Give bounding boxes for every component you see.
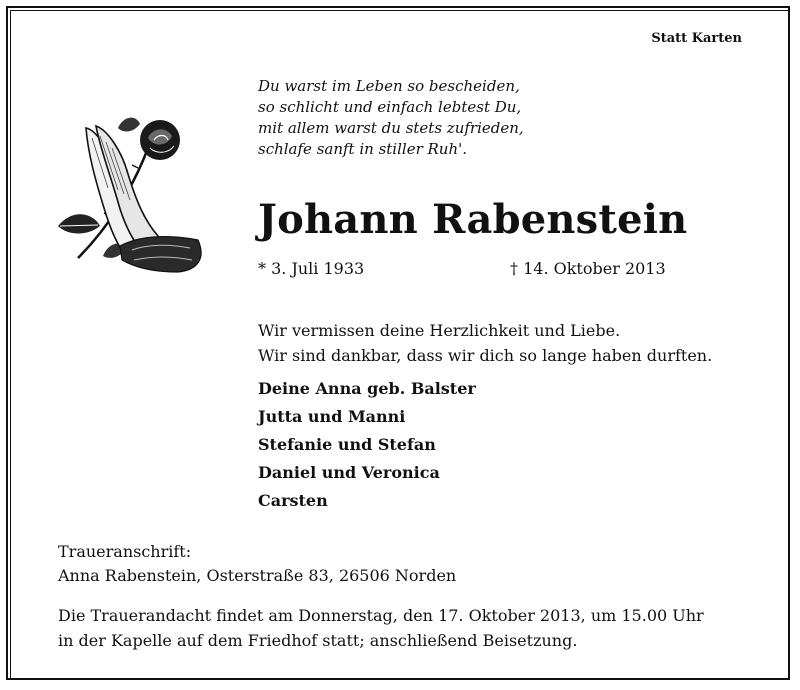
family-member: Deine Anna geb. Balster (258, 379, 476, 398)
address-label: Traueranschrift: (58, 542, 192, 561)
poem-line: mit allem warst du stets zufrieden, (258, 119, 524, 137)
family-member: Daniel und Veronica (258, 463, 440, 482)
message-line: Wir vermissen deine Herzlichkeit und Liebe. (258, 321, 621, 340)
family-list (258, 375, 476, 515)
family-member: Carsten (258, 491, 328, 510)
mourning-address (58, 540, 456, 588)
praying-hands-with-rose-icon (48, 108, 213, 273)
death-date: † 14. Oktober 2013 (510, 259, 666, 278)
poem-line: Du warst im Leben so bescheiden, (258, 77, 520, 95)
ceremony-line: Die Trauerandacht findet am Donnerstag, den 17. Oktober 2013, um 15.00 Uhr (58, 606, 704, 625)
ceremony-info (58, 603, 704, 653)
poem (258, 76, 524, 160)
poem-line: schlafe sanft in stiller Ruh'. (258, 140, 468, 158)
deceased-name: Johann Rabenstein (258, 196, 688, 243)
birth-date: * 3. Juli 1933 (258, 259, 365, 278)
poem-line: so schlicht und einfach lebtest Du, (258, 98, 522, 116)
farewell-message (258, 318, 712, 368)
ceremony-line: in der Kapelle auf dem Friedhof statt; anschließend Beisetzung. (58, 631, 578, 650)
family-member: Stefanie und Stefan (258, 435, 436, 454)
message-line: Wir sind dankbar, dass wir dich so lange haben durften. (258, 346, 713, 365)
family-member: Jutta und Manni (258, 407, 406, 426)
address-line: Anna Rabenstein, Osterstraße 83, 26506 Norden (58, 566, 457, 585)
statt-karten-label: Statt Karten (651, 31, 742, 46)
